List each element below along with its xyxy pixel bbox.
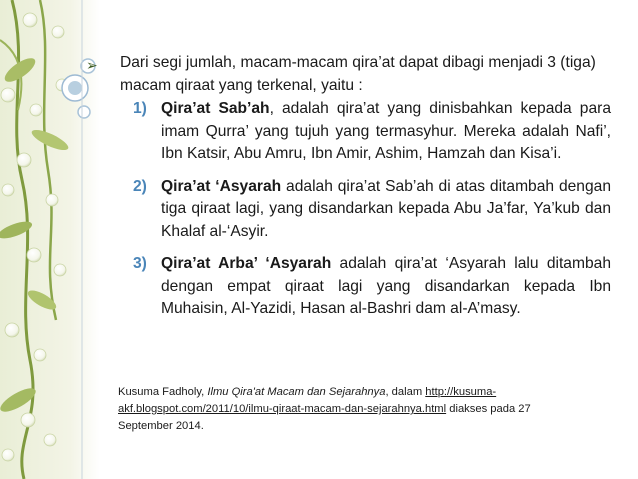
qiraat-list <box>133 98 611 331</box>
list-item-number: 2) <box>133 177 147 195</box>
list-item-text <box>161 176 611 244</box>
footnote <box>118 384 558 435</box>
footnote-author: Kusuma Fadholy, <box>118 386 208 398</box>
footnote-access-date: diakses pada 27 September 2014. <box>118 403 531 432</box>
list-item-text <box>161 253 611 321</box>
list-item-number: 3) <box>133 255 147 272</box>
list-item-number: 1) <box>133 100 147 117</box>
list-item-description: adalah qira’at Sab’ah di atas ditambah dengan tiga qiraat lagi, yang disandarkan kepada Abu Ja’far, Ya’kub dan Khalaf al-‘Asyir. <box>161 177 611 240</box>
floral-decoration-image <box>0 0 100 479</box>
list-item-term: Qira’at Sab’ah <box>161 100 270 117</box>
list-item-description: , adalah qira’at yang dinisbahkan kepada para imam Qurra’ yang tujuh yang termasyhur. Mereka adalah Nafi’, Ibn Katsir, Abu Amru, Ibn Amir, Ashim, Hamzah dan Kisa’i. <box>161 100 611 162</box>
list-item <box>133 98 611 166</box>
list-item-text <box>161 98 611 166</box>
list-item <box>133 176 611 244</box>
list-item-term: Qira’at ‘Asyarah <box>161 177 282 195</box>
footnote-middle: , dalam <box>385 386 426 398</box>
arrow-bullet-icon: ➢ <box>86 57 98 73</box>
footnote-link[interactable]: http://kusuma-akf.blogspot.com/2011/10/ilmu-qiraat-macam-dan-sejarahnya.html <box>118 386 497 415</box>
list-item <box>133 253 611 321</box>
footnote-title: Ilmu Qira'at Macam dan Sejarahnya <box>207 386 386 398</box>
list-item-term: Qira’at Arba’ ‘Asyarah <box>161 255 332 272</box>
list-item-description: adalah qira’at ‘Asyarah lalu ditambah dengan empat qiraat lagi yang disandarkan kepada Ibn Muhaisin, Al-Yazidi, Hasan al-Bashri dam al-A’masy. <box>161 255 611 317</box>
intro-paragraph: Dari segi jumlah, macam-macam qira’at dapat dibagi menjadi 3 (tiga) macam qiraat yang terkenal, yaitu : <box>120 54 596 94</box>
